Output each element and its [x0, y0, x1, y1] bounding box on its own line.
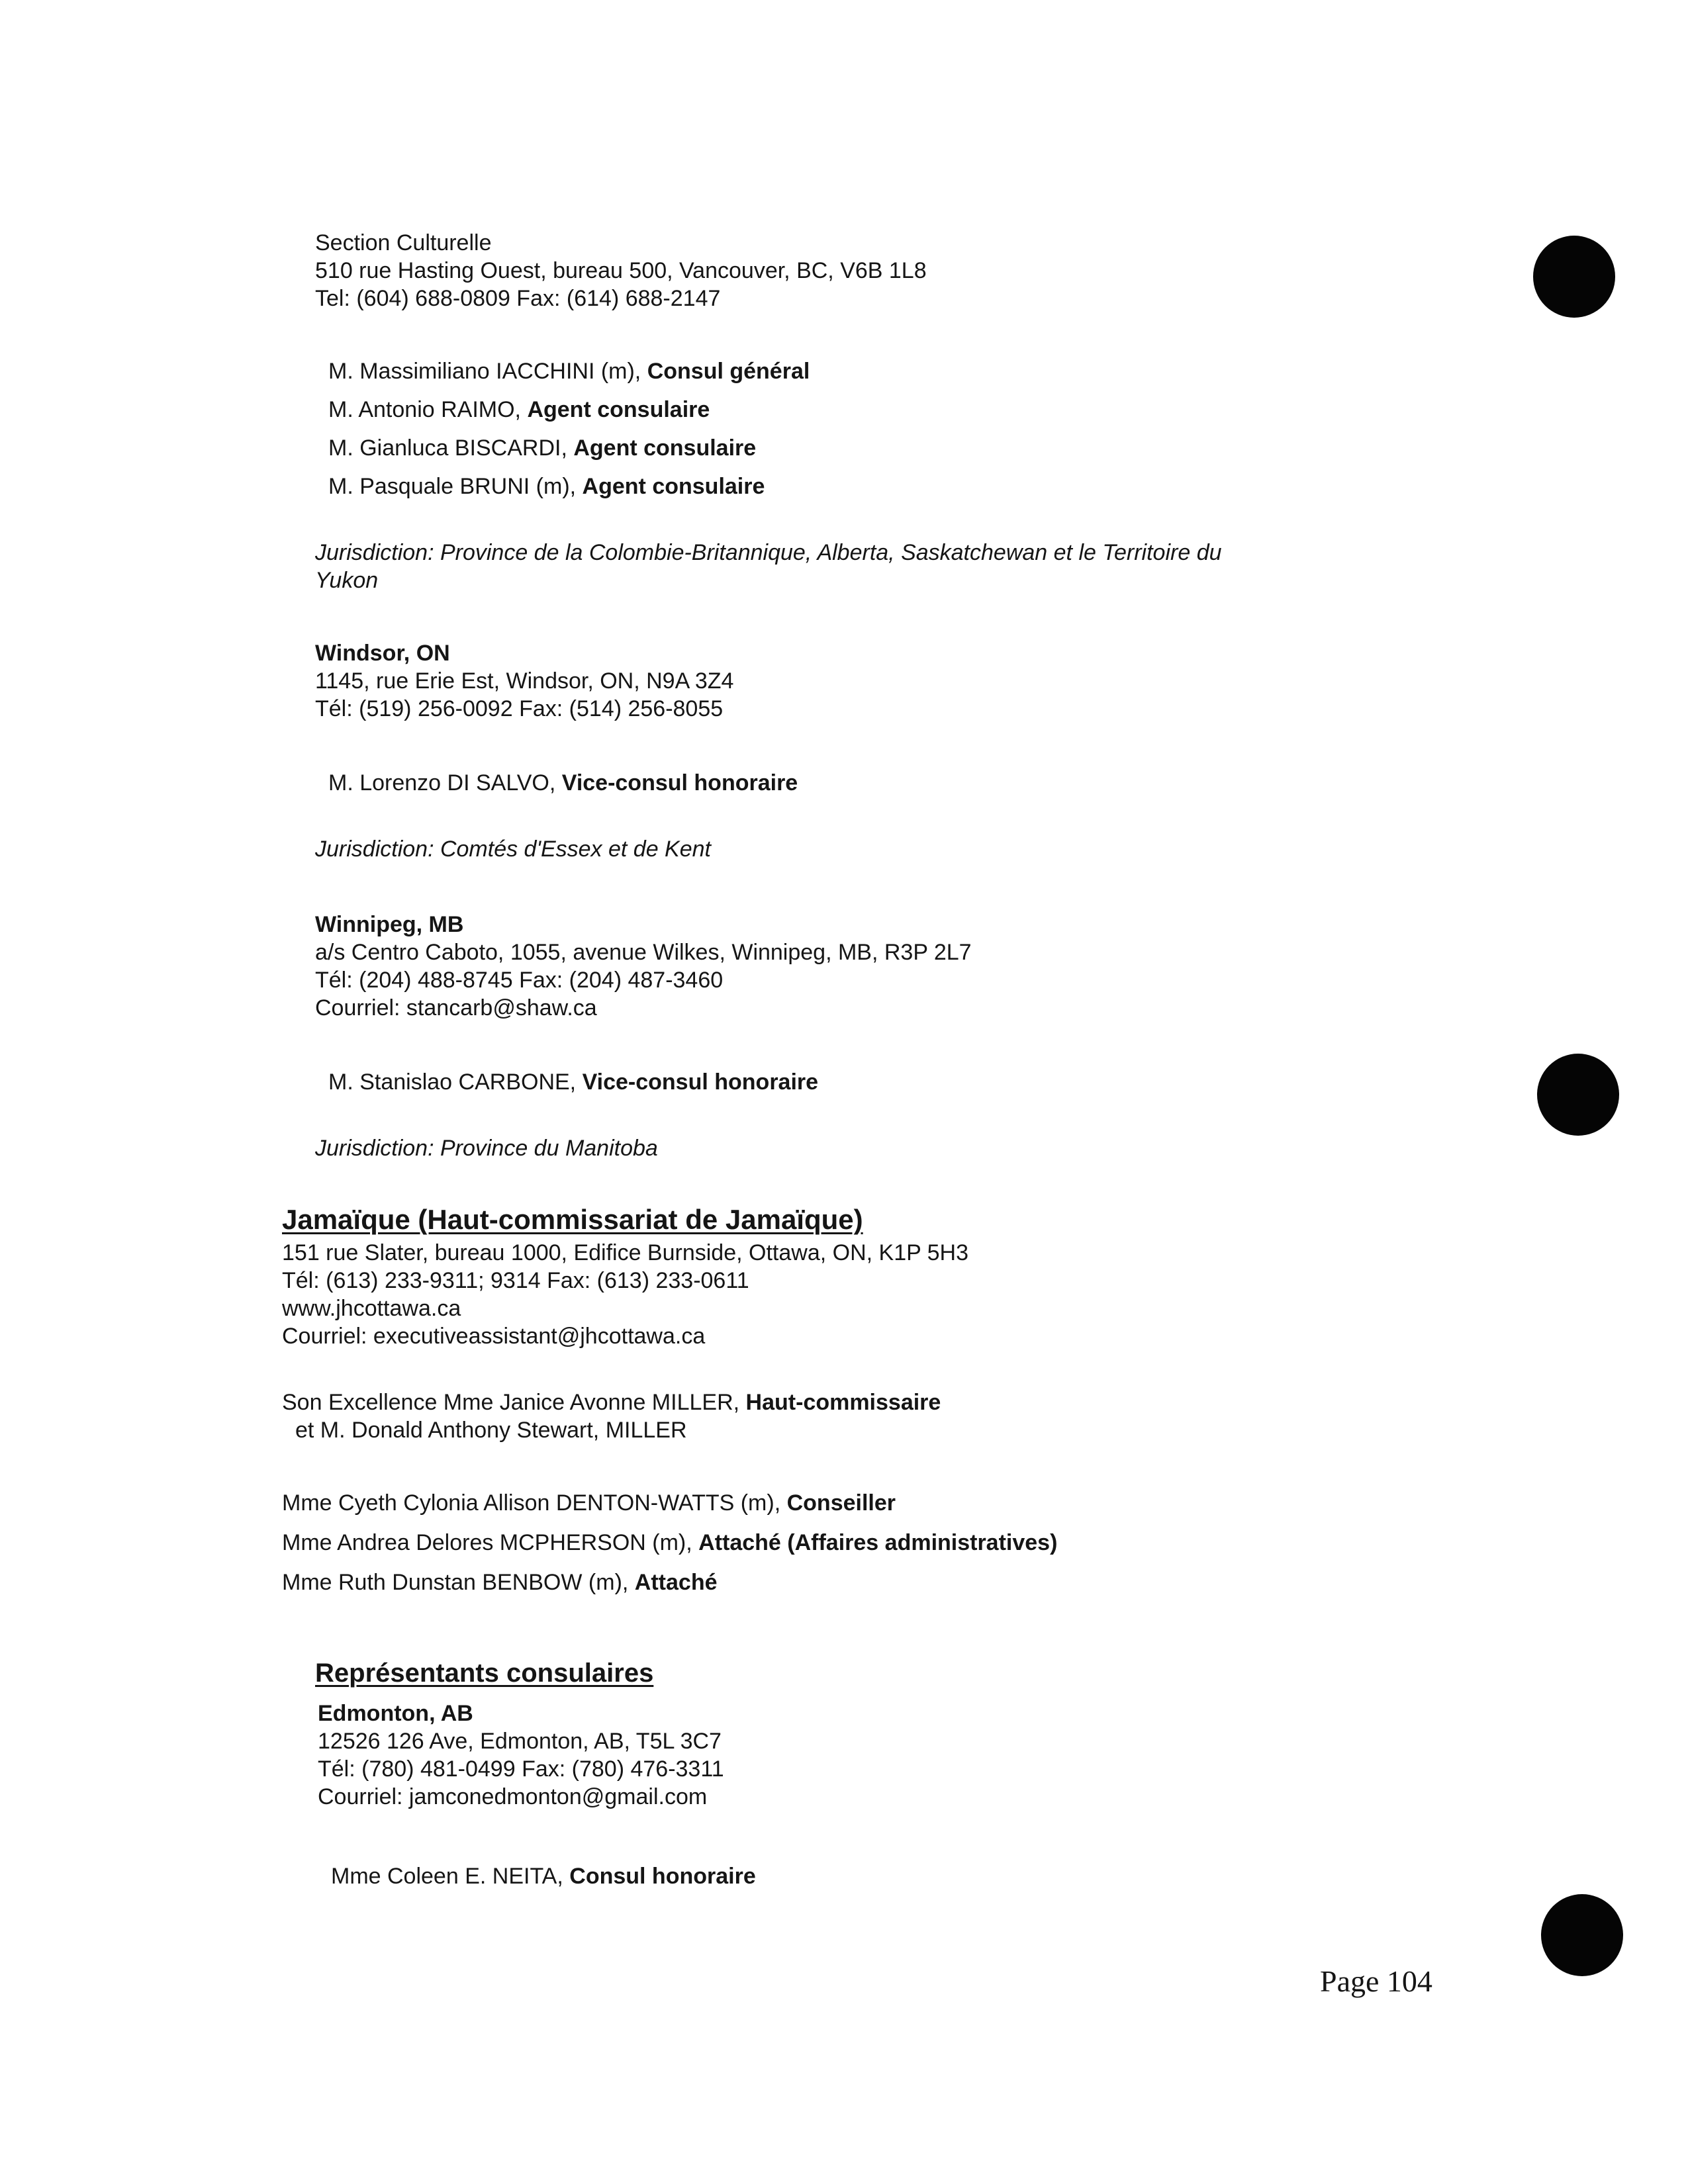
staff-title: Vice-consul honoraire — [582, 1069, 819, 1095]
jamaica-heading: Jamaïque (Haut-commissariat de Jamaïque) — [282, 1204, 863, 1235]
staff-title: Attaché — [634, 1570, 718, 1595]
vancouver-staff-1 — [328, 357, 810, 385]
jamaica-spouse: et M. Donald Anthony Stewart, MILLER — [295, 1418, 687, 1443]
jamaica-address: 151 rue Slater, bureau 1000, Edifice Burnside, Ottawa, ON, K1P 5H3 — [282, 1240, 968, 1265]
windsor-jurisdiction: Jurisdiction: Comtés d'Essex et de Kent — [315, 837, 711, 862]
vancouver-staff-3 — [328, 434, 756, 462]
winnipeg-jurisdiction: Jurisdiction: Province du Manitoba — [315, 1136, 658, 1161]
vancouver-phone: Tel: (604) 688-0809 Fax: (614) 688-2147 — [315, 286, 721, 311]
staff-title: Agent consulaire — [527, 397, 710, 422]
jamaica-website: www.jhcottawa.ca — [282, 1296, 461, 1321]
staff-title: Conseiller — [786, 1490, 896, 1516]
staff-name: M. Antonio RAIMO, — [328, 397, 521, 422]
staff-name: Mme Cyeth Cylonia Allison DENTON-WATTS (m), — [282, 1490, 781, 1516]
staff-name: M. Stanislao CARBONE, — [328, 1069, 577, 1095]
edmonton-city: Edmonton, AB — [318, 1701, 473, 1726]
vancouver-staff-4 — [328, 473, 765, 500]
staff-title: Agent consulaire — [582, 474, 765, 499]
jamaica-phone: Tél: (613) 233-9311; 9314 Fax: (613) 233-0611 — [282, 1268, 749, 1293]
vancouver-section-name: Section Culturelle — [315, 230, 492, 255]
winnipeg-city: Winnipeg, MB — [315, 912, 464, 937]
jamaica-staff-3 — [282, 1569, 718, 1596]
staff-name: M. Pasquale BRUNI (m), — [328, 474, 577, 499]
windsor-address: 1145, rue Erie Est, Windsor, ON, N9A 3Z4 — [315, 668, 734, 694]
binder-hole-bottom — [1541, 1894, 1623, 1976]
windsor-city: Windsor, ON — [315, 641, 450, 666]
winnipeg-email: Courriel: stancarb@shaw.ca — [315, 995, 597, 1021]
staff-title: Agent consulaire — [573, 435, 757, 461]
binder-hole-middle — [1537, 1054, 1619, 1136]
staff-title: Vice-consul honoraire — [561, 770, 798, 796]
edmonton-phone: Tél: (780) 481-0499 Fax: (780) 476-3311 — [318, 1756, 724, 1782]
staff-title: Consul général — [647, 359, 810, 384]
page-number: Page 104 — [1320, 1964, 1432, 1998]
edmonton-staff — [331, 1862, 756, 1890]
vancouver-jurisdiction-line1: Jurisdiction: Province de la Colombie-Britannique, Alberta, Saskatchewan et le Territoire du — [315, 540, 1222, 565]
vancouver-staff-2 — [328, 396, 710, 424]
staff-name: Mme Andrea Delores MCPHERSON (m), — [282, 1530, 692, 1555]
winnipeg-phone: Tél: (204) 488-8745 Fax: (204) 487-3460 — [315, 968, 724, 993]
staff-title: Attaché (Affaires administratives) — [698, 1530, 1058, 1555]
jamaica-staff-2 — [282, 1529, 1057, 1557]
staff-name: Son Excellence Mme Janice Avonne MILLER, — [282, 1390, 740, 1415]
edmonton-email: Courriel: jamconedmonton@gmail.com — [318, 1784, 708, 1809]
jamaica-email: Courriel: executiveassistant@jhcottawa.ca — [282, 1324, 706, 1349]
staff-name: M. Massimiliano IACCHINI (m), — [328, 359, 641, 384]
staff-title: Haut-commissaire — [745, 1390, 941, 1415]
staff-name: Mme Coleen E. NEITA, — [331, 1864, 563, 1889]
windsor-staff — [328, 769, 798, 797]
jamaica-staff-1 — [282, 1489, 896, 1517]
staff-name: M. Lorenzo DI SALVO, — [328, 770, 556, 796]
winnipeg-address: a/s Centro Caboto, 1055, avenue Wilkes, Winnipeg, MB, R3P 2L7 — [315, 940, 972, 965]
windsor-phone: Tél: (519) 256-0092 Fax: (514) 256-8055 — [315, 696, 724, 721]
winnipeg-staff — [328, 1068, 818, 1096]
jamaica-head-of-mission — [282, 1388, 941, 1416]
vancouver-jurisdiction-line2: Yukon — [315, 568, 379, 593]
staff-name: M. Gianluca BISCARDI, — [328, 435, 567, 461]
vancouver-address: 510 rue Hasting Ouest, bureau 500, Vancouver, BC, V6B 1L8 — [315, 258, 927, 283]
staff-name: Mme Ruth Dunstan BENBOW (m), — [282, 1570, 629, 1595]
consular-representatives-heading: Représentants consulaires — [315, 1659, 654, 1688]
staff-title: Consul honoraire — [569, 1864, 756, 1889]
binder-hole-top — [1533, 236, 1615, 318]
edmonton-address: 12526 126 Ave, Edmonton, AB, T5L 3C7 — [318, 1729, 722, 1754]
